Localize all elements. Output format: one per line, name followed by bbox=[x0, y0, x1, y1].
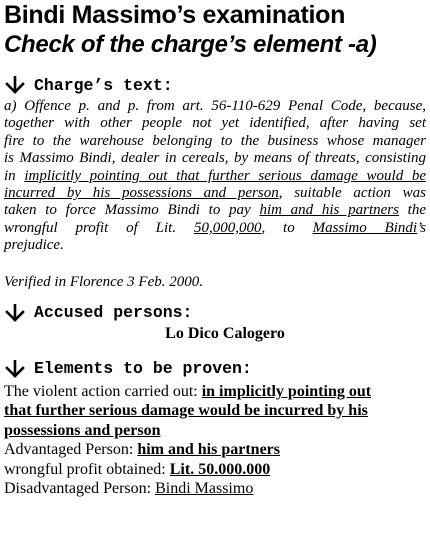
arrow-down-icon bbox=[4, 76, 26, 94]
violent-action-value-line3-row bbox=[4, 421, 426, 441]
charge-text-fragment: fire to the warehouse belonging to the business whose manager bbox=[4, 132, 426, 149]
charge-line bbox=[4, 168, 426, 185]
verified-note: Verified in Florence 3 Feb. 2000. bbox=[4, 273, 203, 290]
charge-underlined-text: Massimo Bindi bbox=[312, 219, 418, 236]
elements-heading bbox=[4, 359, 426, 379]
charge-text-fragment: in bbox=[4, 167, 25, 184]
charge-text-fragment: is Massimo Bindi, dealer in cereals, by means of threats, consisting bbox=[4, 150, 426, 167]
violent-action-label: The violent action carried out: bbox=[4, 382, 202, 400]
charge-line bbox=[4, 133, 426, 150]
advantaged-label: Advantaged Person: bbox=[4, 441, 138, 459]
advantaged-value: him and his partners bbox=[137, 441, 281, 459]
charge-heading bbox=[4, 75, 426, 95]
document-page bbox=[4, 0, 426, 499]
document-title: Bindi Massimo’s examination bbox=[4, 1, 346, 29]
profit-row bbox=[4, 460, 426, 480]
violent-action-value-line2-row bbox=[4, 401, 426, 421]
charge-text-fragment: taken to force Massimo Bindi to pay bbox=[4, 202, 260, 219]
arrow-down-icon bbox=[4, 360, 26, 378]
charge-text-fragment: together with other people not yet identified, after having set bbox=[4, 115, 426, 132]
charge-underlined-text: incurred by his possessions and person bbox=[4, 185, 279, 202]
charge-line bbox=[4, 237, 426, 254]
charge-underlined-text: implicitly pointing out that further serious damage would be bbox=[24, 167, 427, 184]
charge-underlined-text: 50,000,000 bbox=[193, 219, 262, 236]
charge-text-fragment: a) Offence p. and p. from art. 56-110-629 Penal Code, because, bbox=[4, 98, 426, 114]
charge-text-fragment: the bbox=[398, 202, 426, 219]
violent-action-row bbox=[4, 382, 426, 402]
accused-heading-label: Accused persons: bbox=[34, 303, 193, 323]
charge-line bbox=[4, 185, 426, 202]
charge-line bbox=[4, 220, 426, 237]
profit-value: Lit. 50.000.000 bbox=[169, 460, 271, 478]
accused-name: Lo Dico Calogero bbox=[165, 324, 285, 342]
charge-text-fragment: ’s bbox=[417, 219, 427, 236]
charge-line bbox=[4, 150, 426, 167]
disadvantaged-person-row bbox=[4, 479, 426, 499]
charge-line bbox=[4, 98, 426, 115]
elements-list bbox=[4, 382, 426, 499]
violent-action-value-line2: that further serious damage would be incurred by his bbox=[4, 402, 368, 420]
charge-underlined-text: him and his partners bbox=[259, 202, 399, 219]
violent-action-value-line1: in implicitly pointing out bbox=[201, 382, 372, 400]
charge-heading-label: Charge’s text: bbox=[34, 75, 173, 95]
violent-action-value-line3: possessions and person bbox=[4, 421, 161, 439]
document-subtitle: Check of the charge’s element -a) bbox=[4, 31, 377, 58]
charge-text-fragment: , to bbox=[261, 219, 313, 236]
accused-heading bbox=[4, 303, 426, 323]
profit-label: wrongful profit obtained: bbox=[4, 460, 170, 478]
charge-line bbox=[4, 202, 426, 219]
charge-text bbox=[4, 98, 426, 255]
charge-text-fragment: , suitable action was bbox=[278, 185, 426, 202]
charge-text-fragment: prejudice. bbox=[4, 237, 64, 254]
charge-text-fragment: wrongful profit of Lit. bbox=[4, 219, 194, 236]
elements-heading-label: Elements to be proven: bbox=[34, 359, 252, 379]
disadvantaged-label: Disadvantaged Person: bbox=[4, 480, 156, 498]
arrow-down-icon bbox=[4, 304, 26, 322]
advantaged-person-row bbox=[4, 440, 426, 460]
disadvantaged-value: Bindi Massimo bbox=[155, 480, 254, 498]
charge-line bbox=[4, 115, 426, 132]
